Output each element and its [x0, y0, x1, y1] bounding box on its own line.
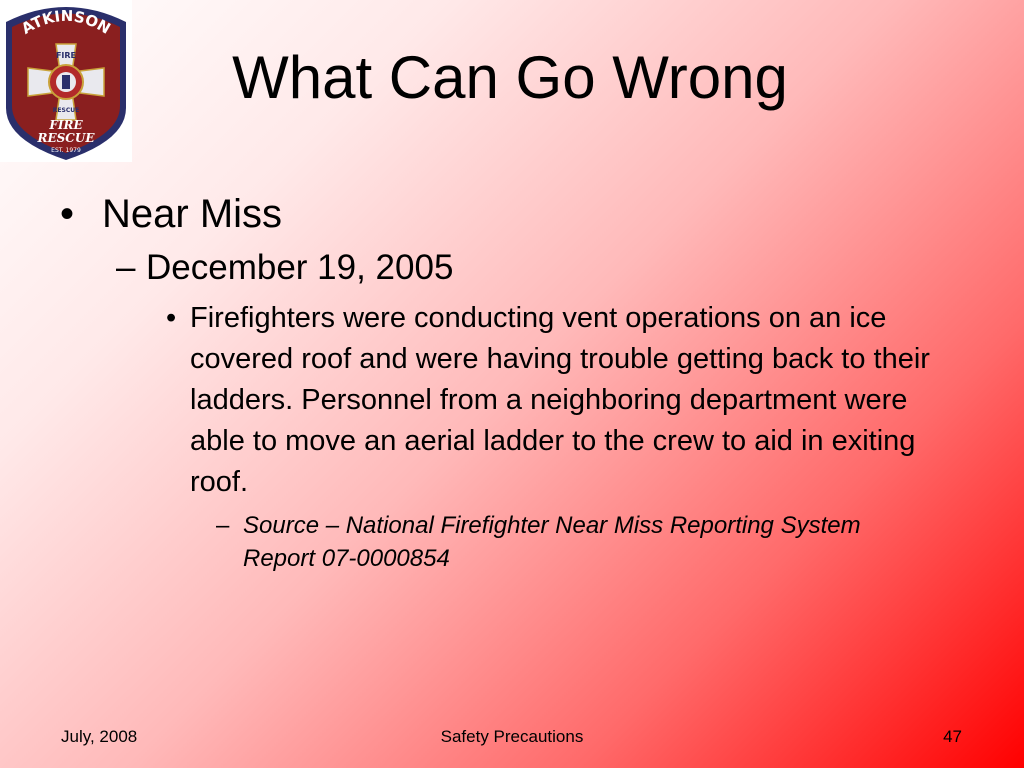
bullet-text-source: Source – National Firefighter Near Miss Reporting System Report 07-0000854 [243, 512, 861, 572]
logo-upper-banner: FIRE [55, 51, 77, 60]
logo-lower-line2: RESCUE [37, 131, 95, 145]
logo-est-text: EST. 1979 [51, 147, 81, 154]
bullet-marker: • [166, 302, 177, 334]
fire-badge-icon [0, 0, 132, 162]
footer-page-number: 47 [943, 727, 962, 746]
footer-date: July, 2008 [61, 727, 138, 746]
logo-top-text: ATKINSON [18, 6, 114, 38]
bullet-text-description: Firefighters were conducting vent operations on an ice covered roof and were having trouble getting back to their ladders. Personnel from a neighboring department were able to move an aerial ladder to the crew to aid in exiting roof. [190, 302, 930, 498]
bullet-level-1 [60, 188, 980, 240]
slide-content [60, 188, 980, 575]
bullet-text-date: December 19, 2005 [146, 248, 454, 287]
bullet-level-2 [60, 246, 980, 290]
bullet-marker: • [60, 192, 75, 236]
dash-marker: – [216, 512, 230, 539]
fire-rescue-logo [0, 0, 132, 162]
slide-title: What Can Go Wrong [232, 44, 788, 111]
bullet-level-3 [60, 298, 970, 503]
logo-lower-line1: FIRE [49, 118, 83, 132]
footer-title: Safety Precautions [440, 727, 584, 746]
logo-seal-text: RESCUE [52, 107, 80, 114]
bullet-text-near-miss: Near Miss [102, 192, 283, 236]
bullet-level-4 [60, 509, 923, 575]
dash-marker: – [116, 248, 136, 287]
